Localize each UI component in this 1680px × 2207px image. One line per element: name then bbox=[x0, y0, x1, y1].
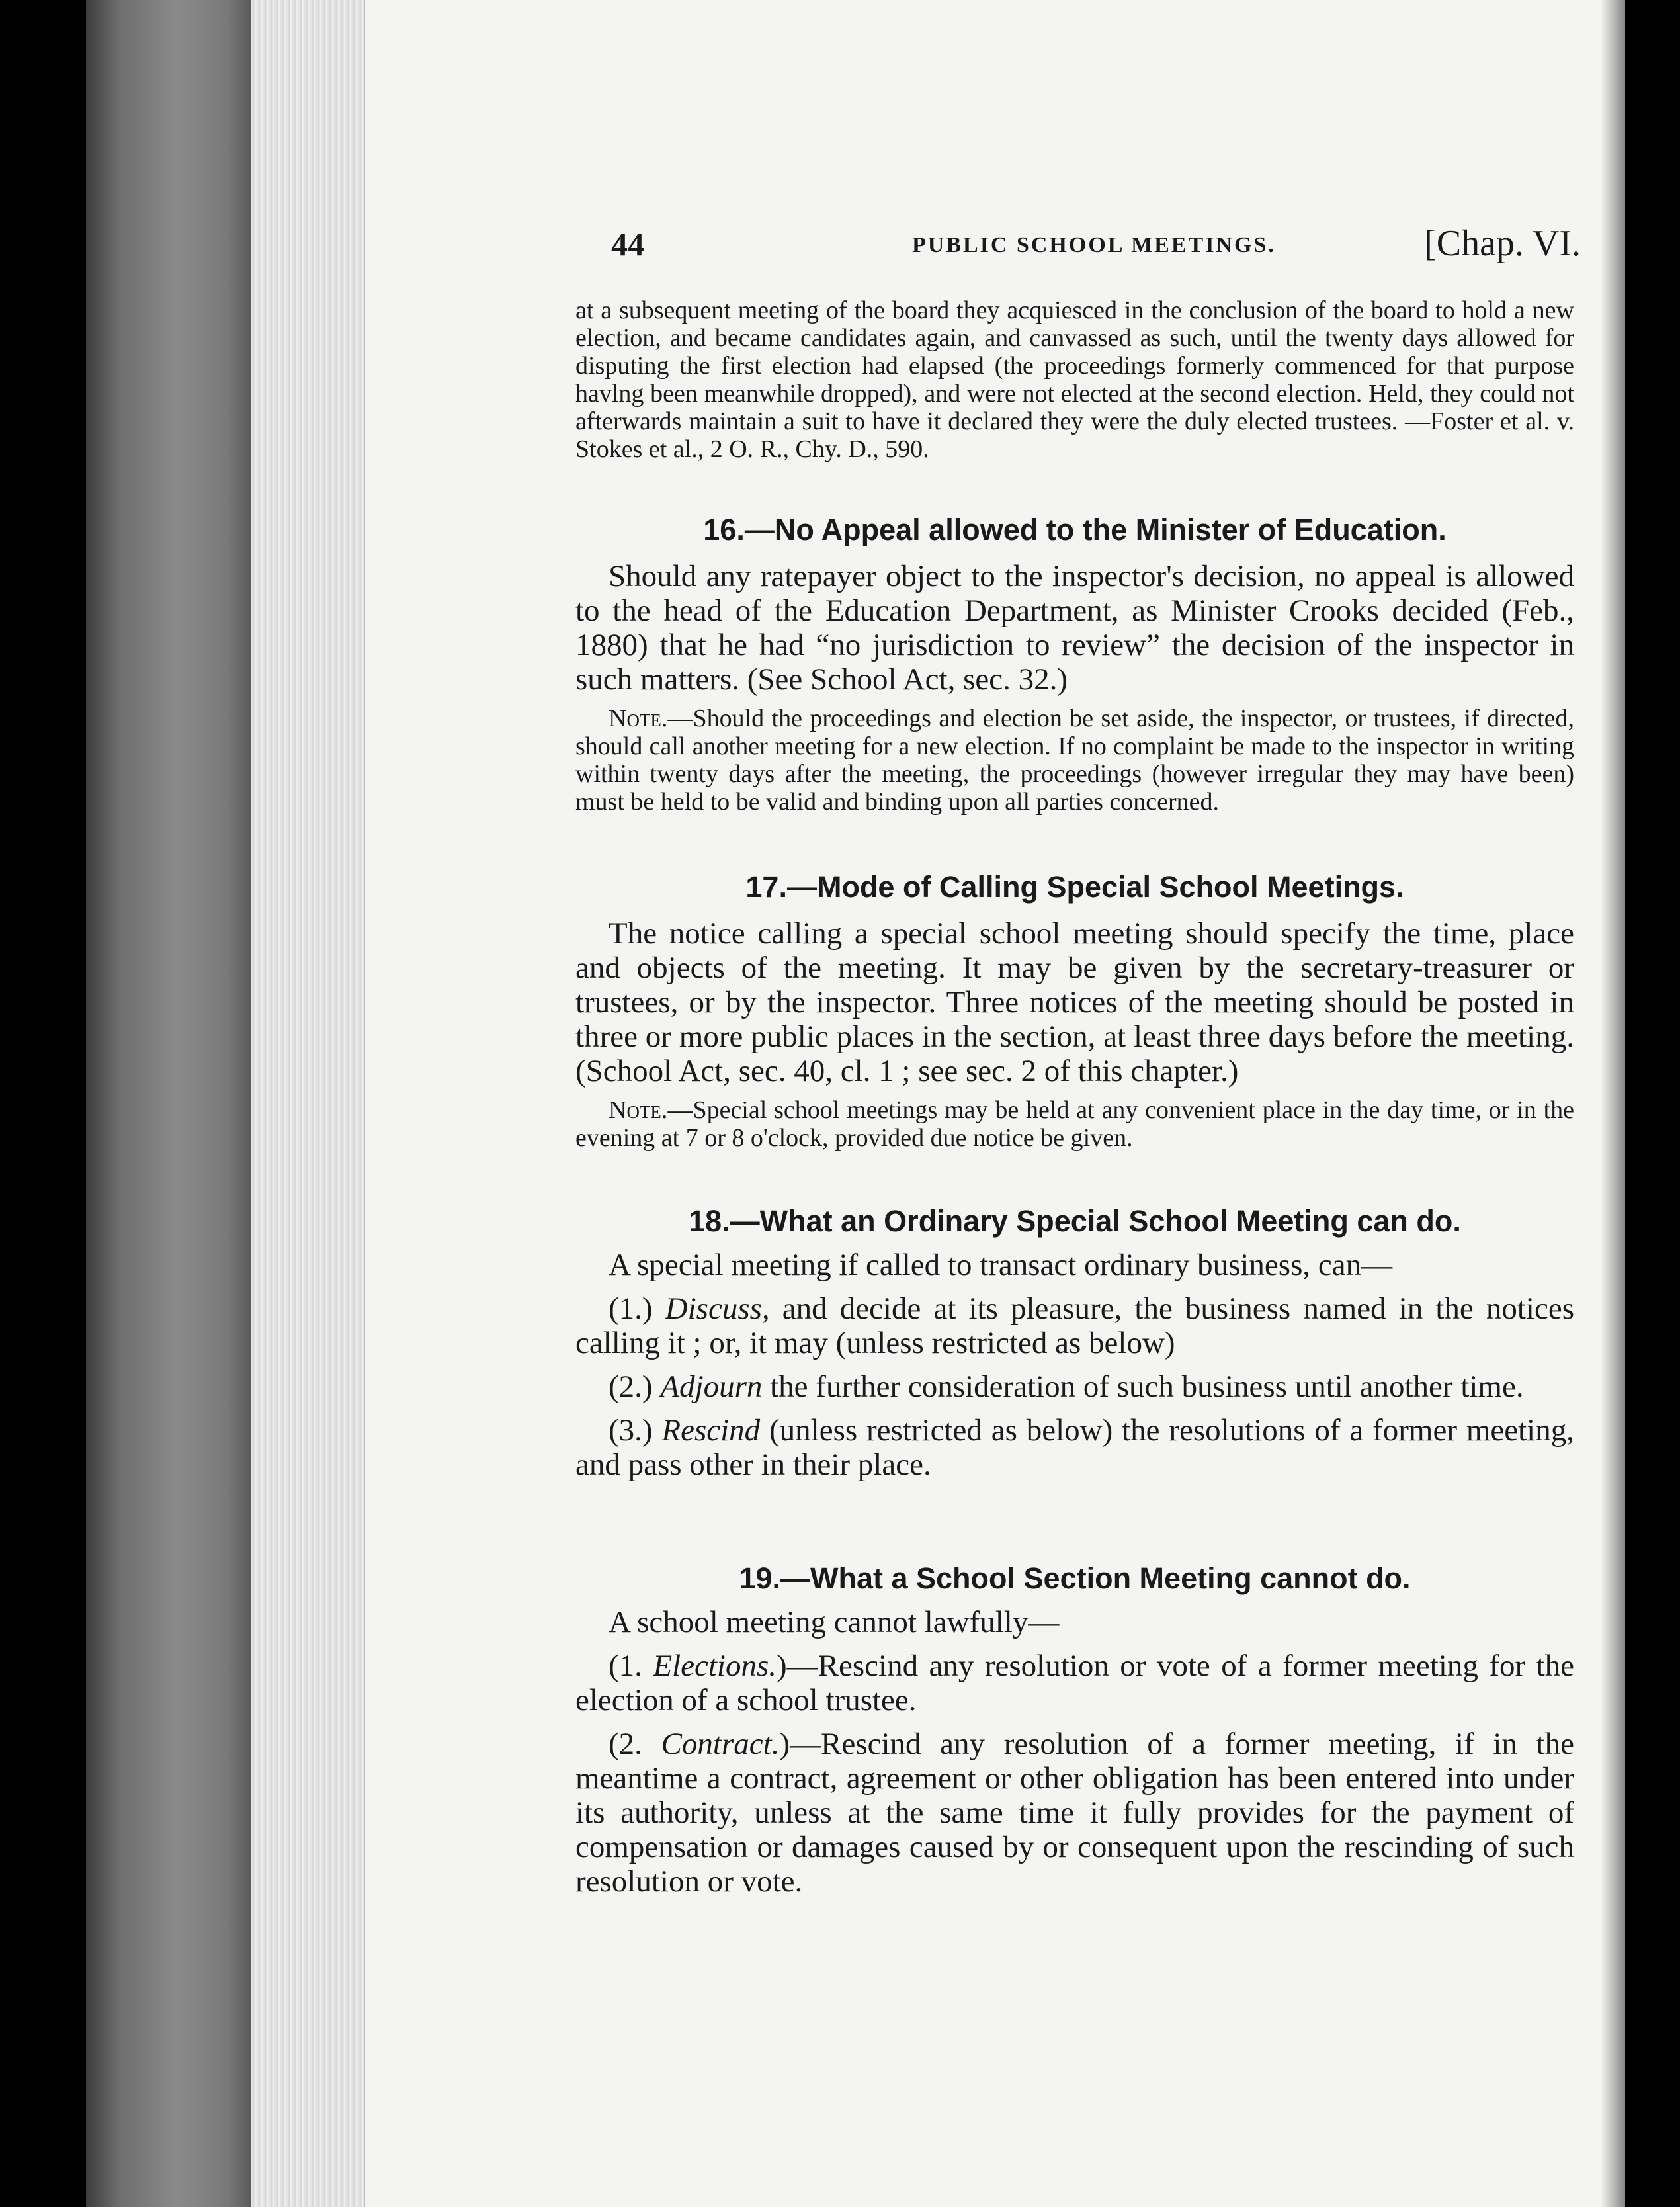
item-term: Contract. bbox=[661, 1727, 780, 1761]
section-heading: 18.—What an Ordinary Special School Meeting can do. bbox=[689, 1204, 1461, 1238]
item-number: (2. bbox=[609, 1727, 642, 1761]
item-number: (3.) bbox=[609, 1413, 653, 1448]
section-note bbox=[575, 1096, 1574, 1152]
section-heading: 19.—What a School Section Meeting cannot do. bbox=[739, 1561, 1411, 1595]
item-text: )—Rescind any resolution of a former meeting, if in the meantime a contract, agreement or other obligation has been entered into under its authority, unless at the same time it fully provides for the payment of compensation or damages caused by or consequent upon the rescinding of such resolution or vote. bbox=[575, 1727, 1574, 1899]
item-text: (unless restricted as below) the resolutions of a former meeting, and pass other in their place. bbox=[575, 1413, 1574, 1482]
item-text: the further consideration of such business until another time. bbox=[762, 1369, 1524, 1404]
page-edge-shadow bbox=[1601, 0, 1625, 2207]
note-text: —Special school meetings may be held at any convenient place in the day time, or in the evening at 7 or 8 o'clock, provided due notice be given. bbox=[575, 1096, 1574, 1152]
section-19 bbox=[575, 1561, 1574, 1899]
list-item bbox=[575, 1727, 1574, 1899]
list-item bbox=[575, 1413, 1574, 1482]
list-item bbox=[575, 1369, 1574, 1404]
section-heading: 16.—No Appeal allowed to the Minister of Education. bbox=[703, 513, 1447, 546]
item-term: Rescind bbox=[661, 1413, 761, 1448]
section-17 bbox=[575, 870, 1574, 1152]
continuation-paragraph bbox=[575, 296, 1574, 463]
item-number: (1.) bbox=[609, 1291, 653, 1326]
section-intro: A special meeting if called to transact ordinary business, can— bbox=[609, 1248, 1393, 1282]
note-label: Note. bbox=[609, 1096, 668, 1124]
list-item bbox=[575, 1291, 1574, 1360]
item-term: Elections. bbox=[653, 1649, 777, 1683]
page-number: 44 bbox=[611, 226, 644, 263]
item-term: Discuss, bbox=[665, 1291, 770, 1326]
section-note bbox=[575, 705, 1574, 816]
section-body: The notice calling a special school meeting should specify the time, place and objects of the meeting. It may be given by the secretary-treasurer or trustees, or by the inspector. Three notices of the meeting should be posted in three or more public places in the section, at least three days before the meeting. (School Act, sec. 40, cl. 1 ; see sec. 2 of this chapter.) bbox=[575, 916, 1574, 1088]
book-cover-edge bbox=[86, 0, 251, 2207]
continuation-text: at a subsequent meeting of the board they acquiesced in the conclusion of the board to hold a new election, and became candidates again, and canvassed as such, until the twenty days allowed for disputing the first election had elapsed (the proceedings formerly commenced for that purpose havlng been meanwhile dropped), and were not elected at the second election. Held, they could not afterwards maintain a suit to have it declared they were the duly elected trustees. —Foster et al. v. Stokes et al., 2 O. R., Chy. D., 590. bbox=[575, 296, 1574, 463]
list-item bbox=[575, 1649, 1574, 1717]
note-text: —Should the proceedings and election be set aside, the inspector, or trustees, if directed, should call another meeting for a new election. If no complaint be made to the inspector in writing within twenty days after the meeting, the proceedings (however irregular they may have been) must be held to be valid and binding upon all parties concerned. bbox=[575, 705, 1574, 816]
note-label: Note. bbox=[609, 705, 668, 732]
page-stack-edges bbox=[251, 0, 365, 2207]
running-head bbox=[611, 218, 1581, 278]
section-body: Should any ratepayer object to the inspector's decision, no appeal is allowed to the head of the Education Department, as Minister Crooks decided (Feb., 1880) that he had “no jurisdiction to review” the decision of the inspector in such matters. (See School Act, sec. 32.) bbox=[575, 559, 1574, 697]
item-term: Adjourn bbox=[660, 1369, 763, 1404]
chapter-reference: [Chap. VI. bbox=[1424, 223, 1581, 264]
section-heading: 17.—Mode of Calling Special School Meetings. bbox=[745, 870, 1404, 904]
item-number: (1. bbox=[609, 1649, 642, 1683]
running-title: PUBLIC SCHOOL MEETINGS. bbox=[912, 233, 1276, 257]
item-text: and decide at its pleasure, the business named in the notices calling it ; or, it may (unless restricted as below) bbox=[575, 1291, 1574, 1360]
section-16 bbox=[575, 513, 1574, 816]
item-text: )—Rescind any resolution or vote of a former meeting for the election of a school trustee. bbox=[575, 1649, 1574, 1717]
item-number: (2.) bbox=[609, 1369, 653, 1404]
section-18 bbox=[575, 1204, 1574, 1482]
section-intro: A school meeting cannot lawfully— bbox=[609, 1605, 1060, 1639]
scan-margin-right bbox=[1625, 0, 1680, 2207]
scan-margin-left bbox=[0, 0, 86, 2207]
